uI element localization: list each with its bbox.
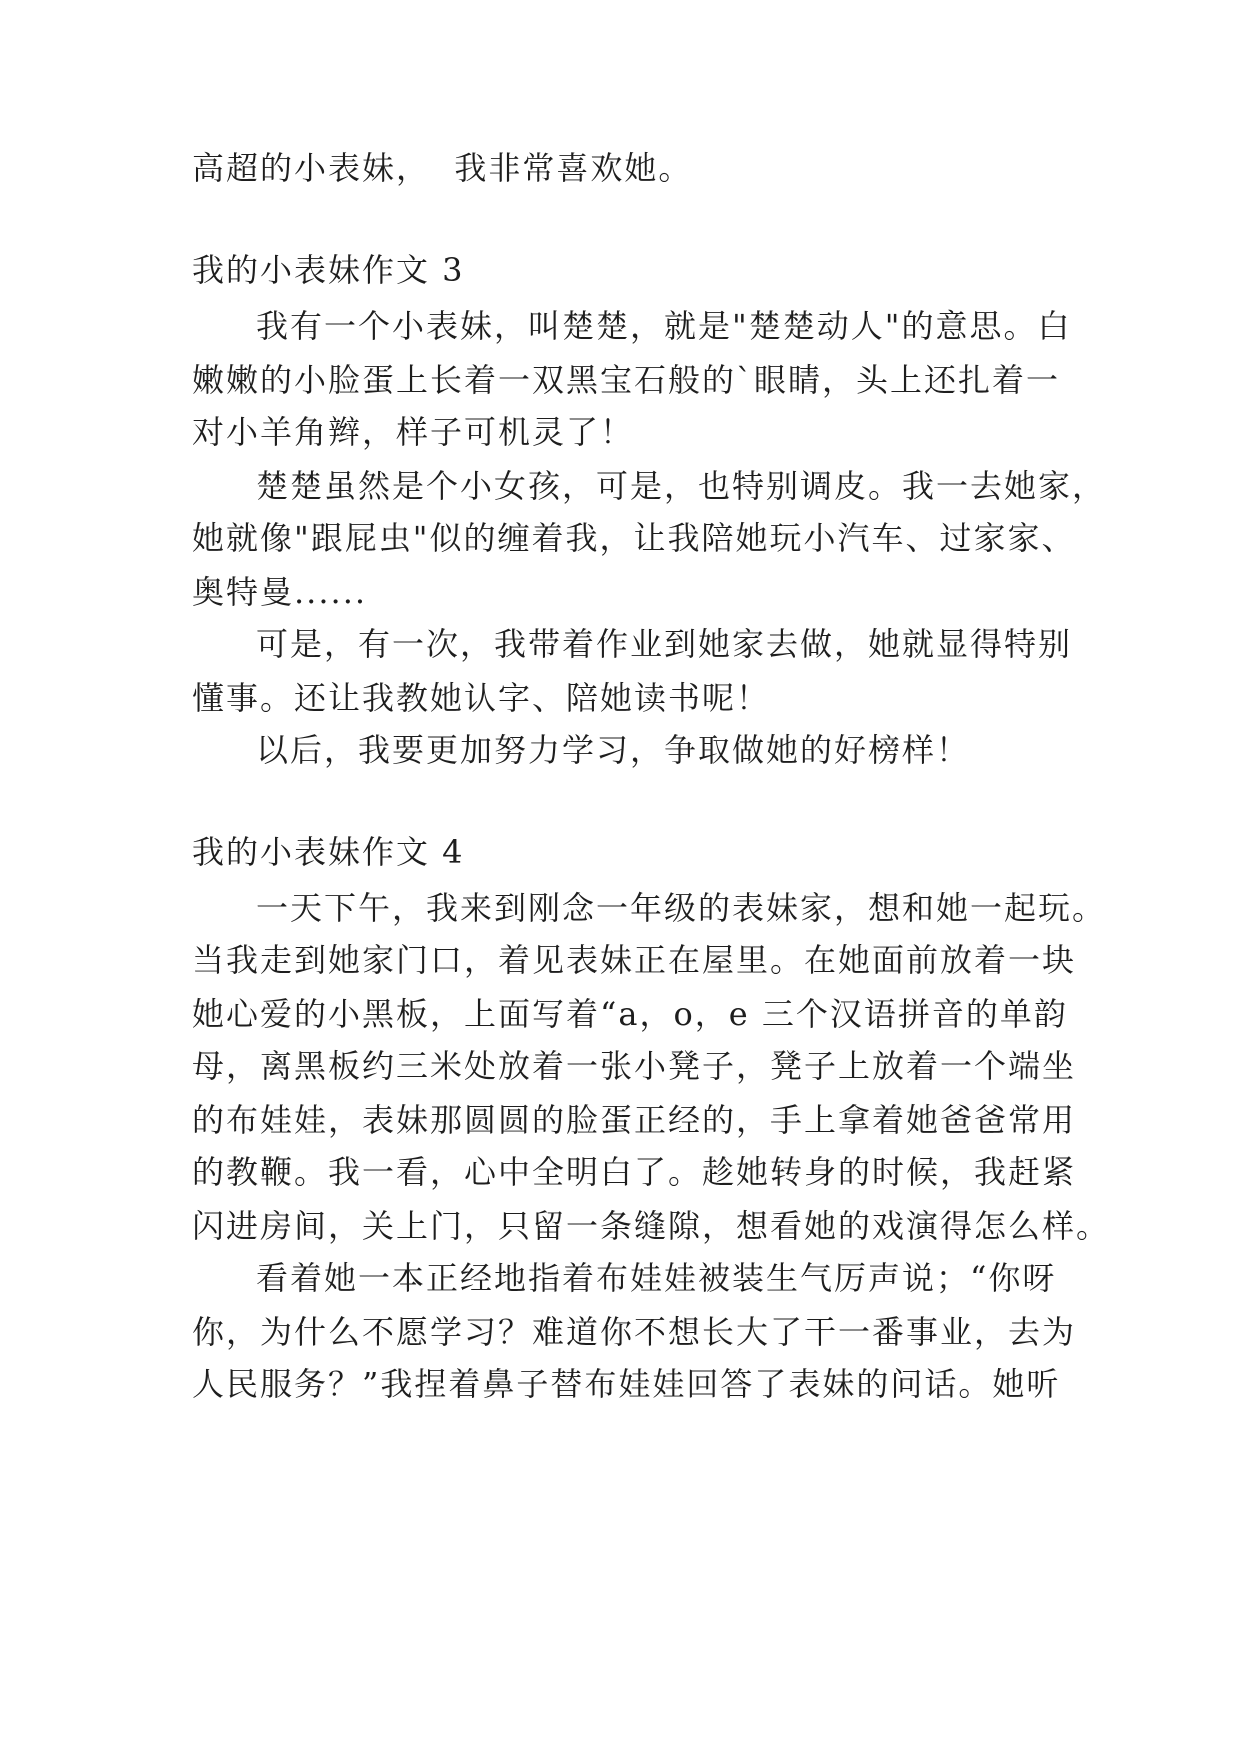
text-line: 高超的小表妹， 我非常喜欢她。 bbox=[192, 149, 693, 187]
paragraph-line: 的教鞭。我一看，心中全明白了。趁她转身的时候，我赶紧 bbox=[192, 1153, 1077, 1191]
paragraph-line: 懂事。还让我教她认字、陪她读书呢！ bbox=[192, 679, 771, 717]
paragraph-line: 一天下午，我来到刚念一年级的表妹家，想和她一起玩。 bbox=[256, 889, 1107, 927]
section-heading: 我的小表妹作文 3 bbox=[192, 251, 465, 289]
paragraph-line: 我有一个小表妹，叫楚楚，就是"楚楚动人"的意思。白 bbox=[256, 307, 1072, 345]
paragraph-line: 你，为什么不愿学习？难道你不想长大了干一番事业，去为 bbox=[192, 1313, 1077, 1351]
paragraph-line: 母，离黑板约三米处放着一张小凳子，凳子上放着一个端坐 bbox=[192, 1047, 1077, 1085]
section-heading: 我的小表妹作文 4 bbox=[192, 833, 465, 871]
paragraph-line: 的布娃娃，表妹那圆圆的脸蛋正经的，手上拿着她爸爸常用 bbox=[192, 1101, 1077, 1139]
paragraph-line: 她就像"跟屁虫"似的缠着我，让我陪她玩小汽车、过家家、 bbox=[192, 519, 1076, 557]
paragraph-line: 她心爱的小黑板，上面写着“a，o，e 三个汉语拼音的单韵 bbox=[192, 995, 1068, 1033]
paragraph-line: 看着她一本正经地指着布娃娃被装生气厉声说；“你呀 bbox=[256, 1259, 1057, 1297]
paragraph-line: 以后，我要更加努力学习，争取做她的好榜样！ bbox=[256, 731, 971, 769]
paragraph-line: 嫩嫩的小脸蛋上长着一双黑宝石般的`眼睛，头上还扎着一 bbox=[192, 361, 1061, 399]
paragraph-line: 人民服务？”我捏着鼻子替布娃娃回答了表妹的问话。她听 bbox=[192, 1365, 1061, 1403]
paragraph-line: 当我走到她家门口，着见表妹正在屋里。在她面前放着一块 bbox=[192, 941, 1077, 979]
paragraph-line: 可是，有一次，我带着作业到她家去做，她就显得特别 bbox=[256, 625, 1073, 663]
paragraph-line: 对小羊角辫，样子可机灵了！ bbox=[192, 413, 635, 451]
paragraph-line: 楚楚虽然是个小女孩，可是，也特别调皮。我一去她家， bbox=[256, 467, 1107, 505]
paragraph-line: 闪进房间，关上门，只留一条缝隙，想看她的戏演得怎么样。 bbox=[192, 1207, 1111, 1245]
paragraph-line: 奥特曼...... bbox=[192, 573, 368, 611]
